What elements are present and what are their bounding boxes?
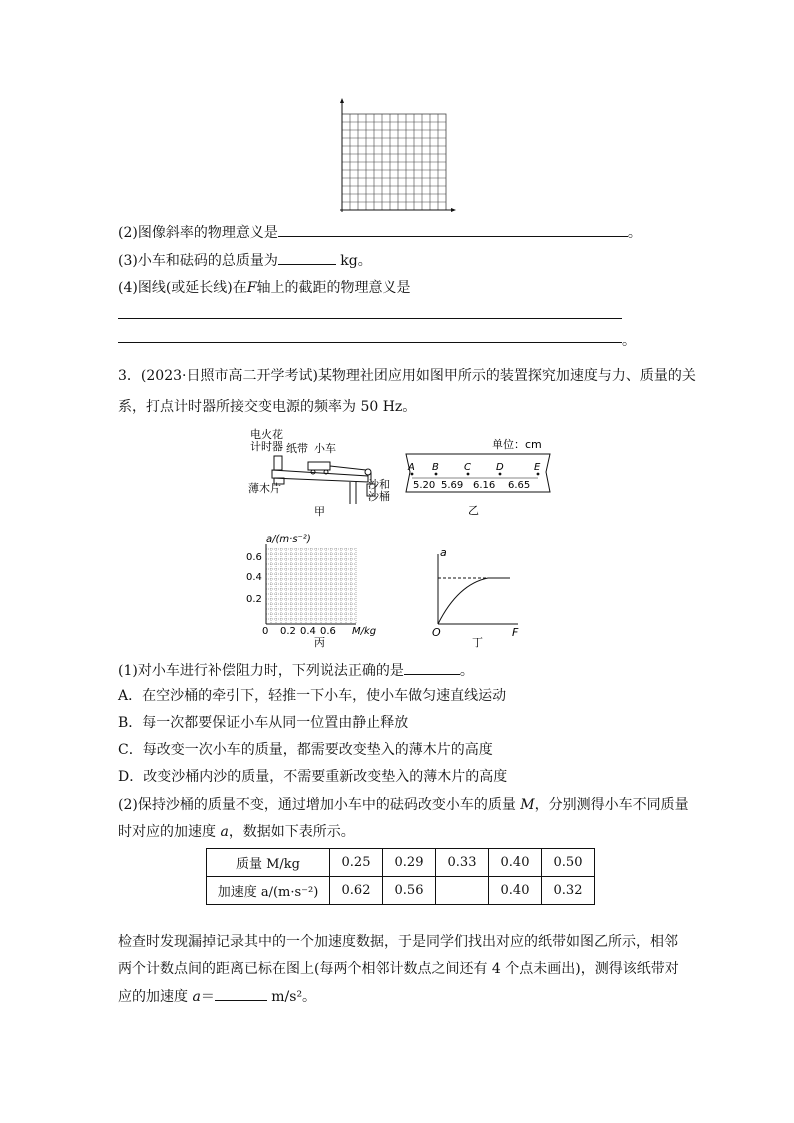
caption-yi: 乙 <box>468 504 479 517</box>
q3-part2-line2a: 时对应的加速度 <box>118 824 221 840</box>
answer-blank-mass[interactable] <box>278 250 336 265</box>
q3-part3-unit: m/s²。 <box>271 989 317 1005</box>
timer <box>274 456 282 470</box>
tape-distance: 6.16 <box>473 480 496 491</box>
label-bucket-2: 沙桶 <box>368 490 390 503</box>
blank-grid-figure <box>336 98 458 218</box>
answer-line-1[interactable] <box>118 318 622 319</box>
caption-ding: 丁 <box>472 636 483 649</box>
q3-part2-line1a: (2)保持沙桶的质量不变，通过增加小车中的砝码改变小车的质量 <box>118 797 521 813</box>
option-c[interactable]: C．每改变一次小车的质量，都需要改变垫入的薄木片的高度 <box>118 742 493 758</box>
q3-part3-var-a: a <box>192 989 201 1005</box>
figure-yi <box>398 434 558 518</box>
q3-part3-eq: ＝ <box>200 989 215 1005</box>
q3-part3-line3a: 应的加速度 <box>118 989 193 1005</box>
tape-point-label: D <box>496 462 504 473</box>
q2-part4-pre: (4)图线(或延长线)在 <box>118 280 247 296</box>
tape-distance: 5.20 <box>413 480 436 491</box>
bing-ytick: 0.4 <box>246 572 262 583</box>
ding-xlabel: F <box>512 626 519 639</box>
option-d[interactable]: D．改变沙桶内沙的质量，不需要重新改变垫入的薄木片的高度 <box>118 769 508 785</box>
q3-part2-line2 <box>118 822 355 842</box>
table-cell: 0.33 <box>436 849 489 877</box>
cart <box>308 462 330 470</box>
q3-part1-text: (1)对小车进行补偿阻力时，下列说法正确的是 <box>118 663 404 679</box>
tape-point-label: C <box>464 462 471 473</box>
label-bucket-1: 沙和 <box>368 478 390 491</box>
table-cell: 0.25 <box>330 849 383 877</box>
q3-part3-line2: 两个计数点间的距离已标在图上(每两个相邻计数点之间还有 4 个点未画出)，测得该纸带对 <box>118 961 679 977</box>
data-table <box>206 848 595 905</box>
table-cell: 0.32 <box>542 877 595 905</box>
pulley <box>365 469 371 475</box>
tape-point <box>499 473 502 476</box>
label-timer-2: 计时器 <box>250 440 283 453</box>
option-a[interactable]: A．在空沙桶的牵引下，轻推一下小车，使小车做匀速直线运动 <box>118 688 507 704</box>
figure-ding <box>428 544 528 648</box>
label-cart: 小车 <box>314 442 336 455</box>
tape-point <box>411 473 414 476</box>
table-cell: 0.29 <box>383 849 436 877</box>
table-row-mass <box>207 849 595 877</box>
answer-blank-choice[interactable] <box>404 660 460 675</box>
caption-jia: 甲 <box>314 505 325 518</box>
q3-source: (2023·日照市高二开学考试) <box>140 368 318 384</box>
tape-unit: 单位：cm <box>492 438 542 451</box>
answer-line-2[interactable] <box>118 342 622 343</box>
q2-part2 <box>118 222 642 243</box>
tape-distance: 5.69 <box>441 480 464 491</box>
ding-curve <box>438 578 510 624</box>
grid-y-arrow <box>340 98 344 103</box>
bing-ylabel: a/(m·s⁻²) <box>266 534 311 545</box>
bing-xtick: 0.2 <box>280 626 296 637</box>
q2-part4-end: 。 <box>622 333 636 349</box>
table-header-mass: 质量 M/kg <box>207 849 330 877</box>
label-block: 薄木片 <box>248 482 281 495</box>
answer-blank-accel[interactable] <box>215 986 267 1001</box>
q2-part3-unit: kg。 <box>340 253 372 269</box>
q2-part3 <box>118 250 372 271</box>
caption-bing: 丙 <box>314 636 325 649</box>
tape-point-label: B <box>432 462 439 473</box>
table-cell: 0.40 <box>489 877 542 905</box>
q3-part2-var-m: M <box>520 797 535 813</box>
table-header-accel: 加速度 a/(m·s⁻²) <box>207 877 330 905</box>
q3-part1-stem <box>118 660 474 681</box>
table-row-accel <box>207 877 595 905</box>
bing-xlabel: M/kg <box>352 626 377 637</box>
q3-part3-line1: 检查时发现漏掉记录其中的一个加速度数据，于是同学们找出对应的纸带如图乙所示，相邻 <box>118 934 678 950</box>
q3-part2-var-a: a <box>220 824 229 840</box>
figure-jia <box>244 426 390 518</box>
table-cell: 0.56 <box>383 877 436 905</box>
bing-ytick: 0.6 <box>246 552 262 563</box>
bing-xtick: 0 <box>262 626 269 637</box>
bing-xtick: 0.4 <box>300 626 316 637</box>
string <box>330 466 366 470</box>
q3-part2-line1b: ，分别测得小车不同质量 <box>534 797 689 813</box>
tape-point <box>467 473 470 476</box>
table-cell: 0.40 <box>489 849 542 877</box>
q3-part1-end: 。 <box>459 663 474 679</box>
q3-number: 3． <box>118 368 141 384</box>
table-cell-missing[interactable] <box>436 877 489 905</box>
q3-part2-line2b: ，数据如下表所示。 <box>228 824 355 840</box>
q2-part4 <box>118 278 410 298</box>
figure-bing <box>244 530 394 648</box>
tape-point-label: E <box>534 462 541 473</box>
ding-origin: O <box>432 626 441 639</box>
q3-intro-line2: 系，打点计时器所接交变电源的频率为 50 Hz。 <box>118 399 417 415</box>
bing-ytick: 0.2 <box>246 594 262 605</box>
option-b[interactable]: B．每一次都要保证小车从同一位置由静止释放 <box>118 715 409 731</box>
bing-xtick: 0.6 <box>320 626 336 637</box>
inclined-board <box>272 470 368 482</box>
label-timer-1: 电火花 <box>250 428 283 441</box>
table-cell: 0.50 <box>542 849 595 877</box>
q2-part2-end: 。 <box>627 225 642 241</box>
q3-part3-line3 <box>118 986 316 1007</box>
answer-blank-slope[interactable] <box>278 222 628 237</box>
grid-x-arrow <box>451 208 456 212</box>
table-cell: 0.62 <box>330 877 383 905</box>
q3-intro-line1 <box>118 366 696 386</box>
tape-distance: 6.65 <box>508 480 531 491</box>
q3-part2-line1 <box>118 795 689 815</box>
q2-part3-text: (3)小车和砝码的总质量为 <box>118 253 278 269</box>
ding-ylabel: a <box>440 546 447 559</box>
q2-part4-var: F <box>246 280 257 296</box>
tape-point-label: A <box>408 462 415 473</box>
q3-intro1: 某物理社团应用如图甲所示的装置探究加速度与力、质量的关 <box>317 368 696 384</box>
tape-point <box>435 473 438 476</box>
tape-point <box>537 473 540 476</box>
label-tape: 纸带 <box>286 442 308 455</box>
q2-part2-text: (2)图像斜率的物理意义是 <box>118 225 278 241</box>
q2-part4-post: 轴上的截距的物理意义是 <box>256 280 411 296</box>
